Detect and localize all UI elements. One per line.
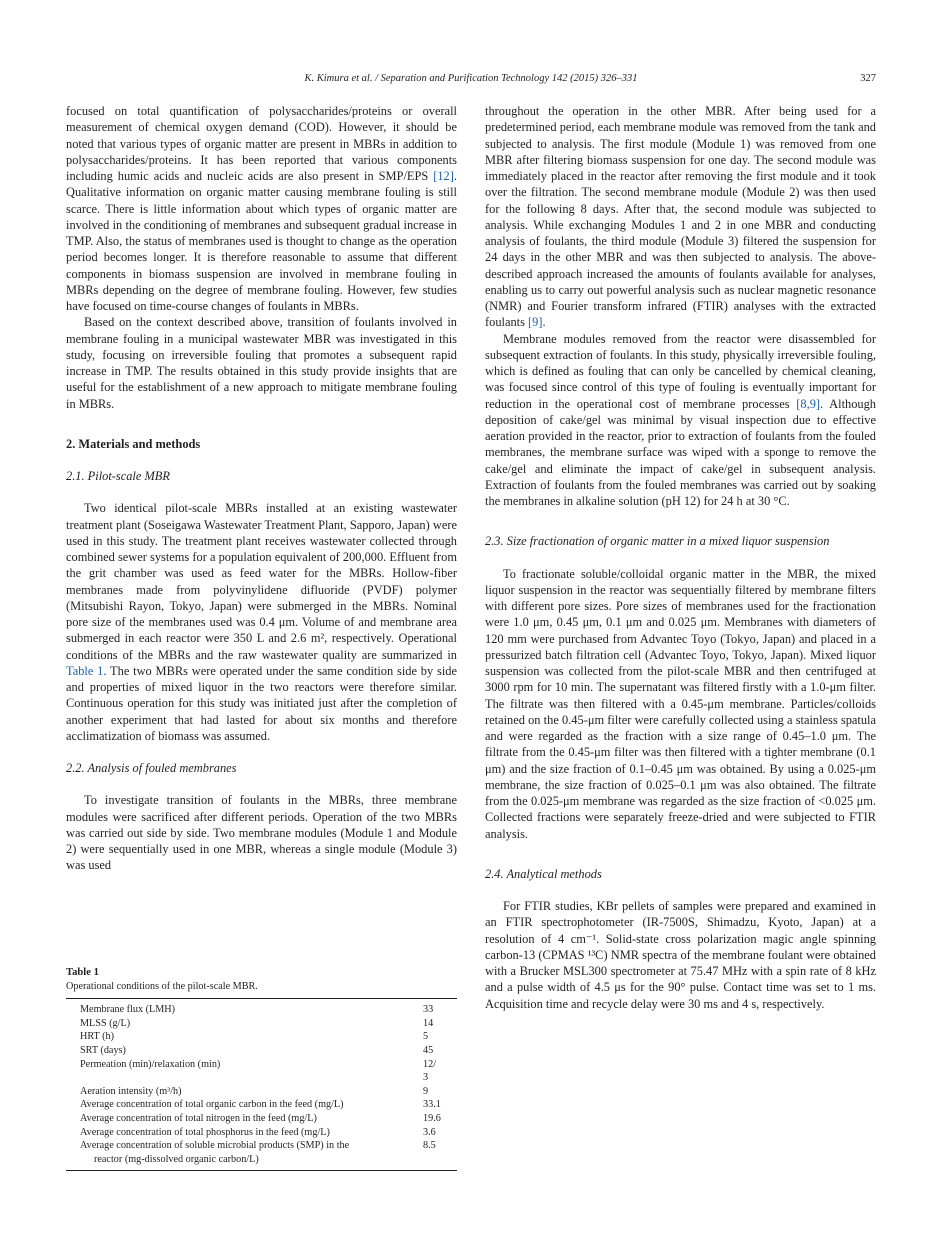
subsection-heading: 2.3. Size fractionation of organic matter in a mixed liquor suspension — [485, 534, 830, 549]
table-row: Average concentration of total phosphorus in the feed (mg/L) 3.6 — [80, 1126, 436, 1138]
table-caption: Operational conditions of the pilot-scale MBR. — [66, 980, 258, 992]
paragraph: focused on total quantification of polysaccharides/proteins or overall measurement of chemical oxygen demand (COD). However, it should be noted that various types of organic matter are present in MBRs in addition to polysaccharides/proteins. It has been reported that various components including humic acids and nucleic acids are also present in SMP/EPS [12]. Qualitative information on organic matter causing membrane fouling is still scarce. There is little information about which types of organic matter are involved in the conditioning of membranes and subsequent gradual increase in TMP. Also, the status of membranes used is thought to change as the operation period becomes longer. It is therefore reasonable to assume that different components in biomass suspension are involved in membrane fouling in MBRs depending on the degree of membrane fouling. However, few studies have focused on time-course changes of foulants in MBRs. — [66, 104, 457, 313]
paragraph: Membrane modules removed from the reactor were disassembled for subsequent extraction of foulants. In this study, physically irreversible fouling, which is defined as fouling that can only be cancelled by chemical cleaning, was focused since control of this type of fouling is eventually important for reduction in the operational cost of membrane processes [8,9]. Although deposition of cake/gel was minimal by visual inspection due to effective aeration provided in the reactor, prior to extraction of foulants from the fouled membranes, the membrane surface was wiped with a sponge to remove the cake/gel and eliminate the impact of cake/gel in subsequent analysis. Extraction of foulants from the fouled membranes was carried out by soaking the membranes in alkaline solution (pH 12) for 24 h at 30 °C. — [485, 331, 876, 508]
right-column — [485, 103, 876, 1012]
table-row: Average concentration of total nitrogen in the feed (mg/L) 19.6 — [80, 1112, 441, 1124]
table-link[interactable]: Table 1 — [66, 663, 104, 678]
section-heading: 2. Materials and methods — [66, 436, 201, 451]
citation-link[interactable]: [8,9] — [796, 396, 821, 411]
subsection-heading: 2.2. Analysis of fouled membranes — [66, 761, 237, 775]
table-row: Permeation (min)/relaxation (min) 12/ — [80, 1058, 437, 1070]
subsection-heading: 2.1. Pilot-scale MBR — [66, 469, 170, 483]
citation-link[interactable]: [9] — [528, 315, 543, 330]
table-row: 3 — [423, 1072, 429, 1084]
paragraph: Two identical pilot-scale MBRs installed at an existing wastewater treatment plant (Soseigawa Wastewater Treatment Plant, Sapporo, Japan) were used in this study. The treatment plant receives wastewater collected through combined sewer systems for a population equivalent of 200,000. Effluent from the grit chamber was used as feed water for the MBRs. Hollow-fiber membranes made from polyvinylidene difluoride (PVDF) polymer (Mitsubishi Rayon, Tokyo, Japan) were submerged in the MBRs. Nominal pore size of the membranes used was 0.4 μm. Volume of and membrane area submerged in each reactor were 350 L and 2.6 m², respectively. Operational conditions of the MBRs and the raw wastewater quality are summarized in Table 1. The two MBRs were operated under the same condition side by side and properties of mixed liquor in the two reactors were therefore similar. Continuous operation for this study was initiated just after the completion of another experiment that had lasted for about six months and therefore acclimatization of biomass was assumed. — [66, 501, 457, 743]
table-rule-bottom — [66, 1170, 457, 1171]
running-header — [66, 73, 876, 89]
paragraph: For FTIR studies, KBr pellets of samples were prepared and examined in an FTIR spectrophotometer (IR-7500S, Shimadzu, Kyoto, Japan) at a resolution of 4 cm⁻¹. Solid-state cross polarization magic angle spinning carbon-13 (CPMAS ¹³C) NMR spectra of the membrane foulant were obtained with a Brucker MSL300 spectrometer at 75.47 MHz with a spin rate of 8 kHz and a pulse width of 4.5 μs for the 90° pulse. Contact time was set to 1 ms. Acquisition time and recycle delay were 30 ms and 4 s, respectively. — [485, 899, 876, 1011]
table-row: HRT (h) 5 — [80, 1031, 429, 1043]
table-rule-top — [66, 998, 457, 999]
table-row: Average concentration of total organic carbon in the feed (mg/L) 33.1 — [80, 1099, 441, 1111]
subsection-heading: 2.4. Analytical methods — [485, 866, 602, 881]
table-row: Average concentration of soluble microbial products (SMP) in the reactor (mg-dissolved organic carbon/L) 8.5 — [80, 1140, 436, 1165]
paragraph: throughout the operation in the other MBR. After being used for a predetermined period, each membrane module was removed from the tank and subjected to analysis. The first module (Module 1) was removed from one MBR after filtering biomass suspension for one day. The second module was immediately placed in the reactor after removing the first module and it took over the filtration. The second membrane module (Module 2) was then used for the following 8 days. After that, the second module was subjected to analysis. While exchanging Modules 1 and 2 in one MBR and conducting analysis of foulants, the third module (Module 3) filtered the suspension for 24 days in the other MBR and was then subjected to analysis. The above-described approach increased the amounts of foulants available for analyses, enabling us to carry out powerful analysis such as nuclear magnetic resonance (NMR) and Fourier transform infrared (FTIR) analyses with the extracted foulants [9]. — [485, 104, 876, 330]
table-title: Table 1 — [66, 967, 99, 978]
table-row: Aeration intensity (m³/h) 9 — [80, 1085, 429, 1097]
page-number: 327 — [860, 73, 876, 84]
table-row: Membrane flux (LMH) 33 — [80, 1004, 434, 1016]
left-column — [66, 103, 457, 874]
running-title: K. Kimura et al. / Separation and Purification Technology 142 (2015) 326–331 — [304, 73, 638, 84]
table-row: SRT (days) 45 — [80, 1044, 434, 1056]
table-1 — [66, 966, 457, 1171]
table-row: MLSS (g/L) 14 — [80, 1017, 434, 1029]
paragraph: Based on the context described above, transition of foulants involved in membrane fouling in a municipal wastewater MBR was investigated in this study, focusing on irreversible fouling that promotes a subsequent rapid increase in TMP. The results obtained in this study provide insights that are useful for the establishment of a new approach to mitigate membrane fouling in MBRs. — [66, 315, 457, 411]
paragraph: To investigate transition of foulants in the MBRs, three membrane modules were sacrificed after different periods. Operation of the two MBRs was carried out side by side. Two membrane modules (Module 1 and Module 2) were sequentially used in one MBR, whereas a single module (Module 3) was used — [66, 793, 457, 873]
citation-link[interactable]: [12] — [433, 169, 454, 183]
paragraph: To fractionate soluble/colloidal organic matter in the MBR, the mixed liquor suspension in the reactor was sequentially filtered by membrane filters with different pore sizes. Pore sizes of membranes used for the fractionation were 1.0 μm, 0.45 μm, 0.1 μm and 0.025 μm. Membranes with diameters of 120 mm were purchased from Advantec Toyo (Tokyo, Japan) and placed in a pressurized batch filtration cell (Advantec Toyo, Tokyo, Japan). Mixed liquor suspension was collected from the pilot-scale MBR and then centrifuged at 3000 rpm for 10 min. The supernatant was filtered firstly with a 1.0-μm filter. The filtrate was then filtered with a 0.45-μm membrane. Particles/colloids retained on the 0.45-μm filter were carefully collected using a stainless spatula and were regarded as the fraction with a size range of 0.45–1.0 μm. The filtrate from the 0.45-μm filter was then filtered with a tighter membrane (0.1 μm) and the size fraction of 0.1–0.45 μm was obtained. By using a 0.025-μm membrane, the size fraction of 0.025–0.1 μm was also obtained. The filtrate from the 0.025-μm membrane was regarded as the size fraction of <0.025 μm. Collected fractions were separately freeze-dried and were subjected to FTIR analysis. — [485, 566, 876, 841]
